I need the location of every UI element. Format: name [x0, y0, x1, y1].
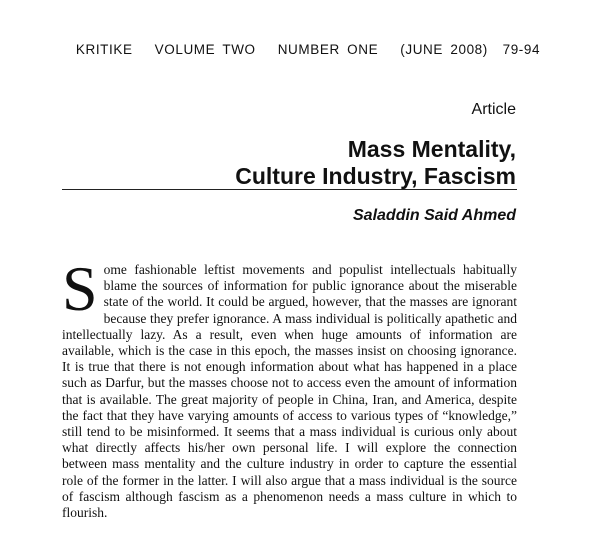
body-paragraph: [62, 253, 517, 521]
body-text: ome fashionable leftist movements and populist intellectuals habitually blame the sources of information for public ignorance about the miserable state of the world. It could be argued, however, that the masses are ignorant because they prefer ignorance. A mass individual is politically apathetic and intellectually lazy. As a result, even when huge amounts of information are available, which is the case in this epoch, the masses insist on choosing ignorance. It is true that there is not enough information about what has happened in a place such as Darfur, but the masses choose not to access even the amount of information that is available. The great majority of people in China, Iran, and America, despite the fact that they have varying amounts of access to various types of “knowledge,” still tend to be misinformed. It seems that a mass individual is curious only about what directly affects his/her own personal life. I will explore the connection between mass mentality and the culture industry in order to capture the essential role of the former in the latter. I will also argue that a mass individual is the source of fascism although fascism as a phenomenon needs a mass culture in which to flourish.: [62, 262, 517, 521]
journal-header: KRITIKE VOLUME TWO NUMBER ONE (JUNE 2008) 79-94: [75, 42, 541, 57]
title-rule: [62, 189, 517, 190]
article-title: [235, 136, 516, 190]
title-line-2: Culture Industry, Fascism: [235, 163, 516, 189]
title-line-1: Mass Mentality,: [347, 136, 516, 162]
drop-cap: S: [62, 253, 98, 324]
author-name: Saladdin Said Ahmed: [353, 207, 516, 224]
article-type-label: Article: [471, 101, 516, 118]
